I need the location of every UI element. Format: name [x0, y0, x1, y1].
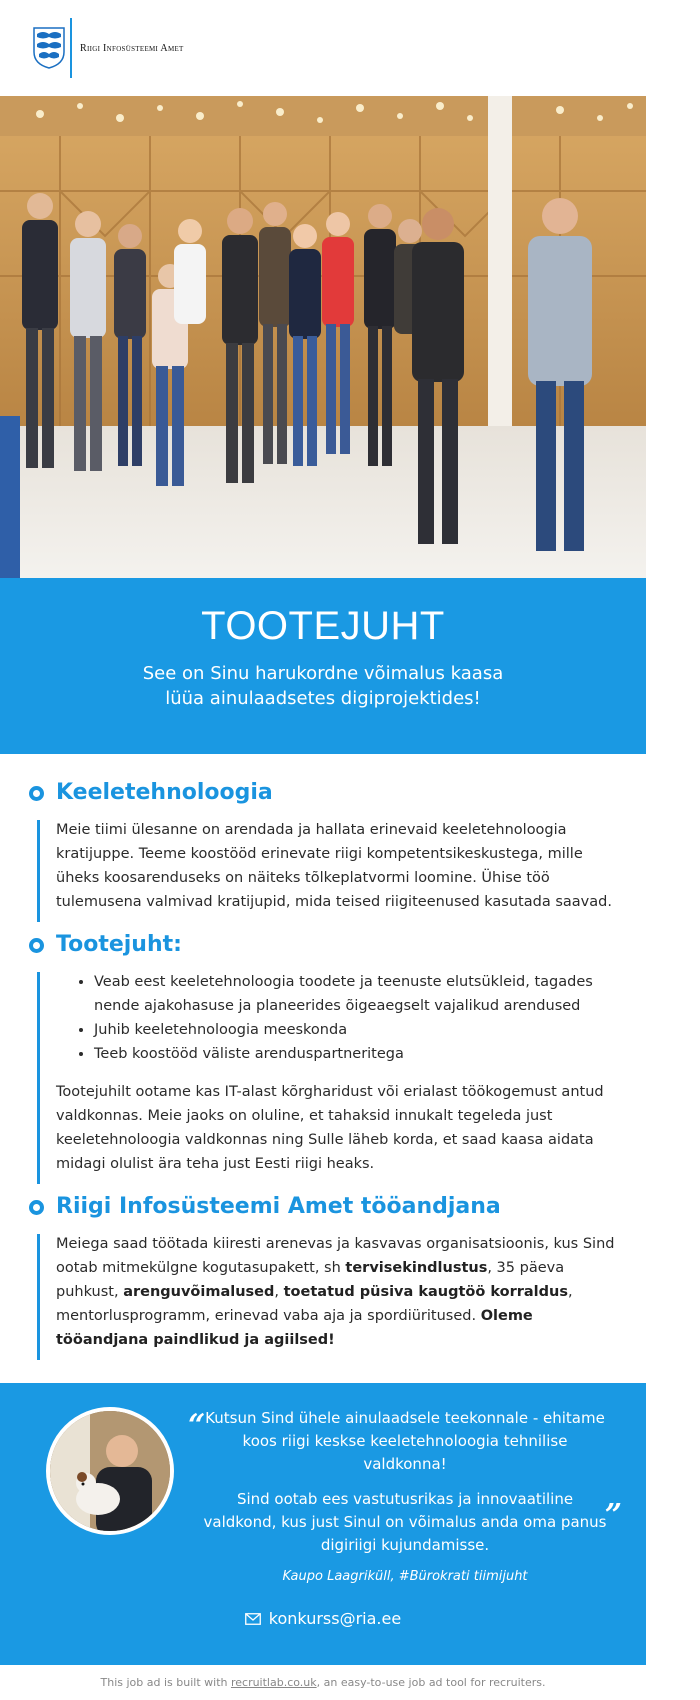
content — [0, 776, 646, 1360]
text-run: , — [274, 1284, 284, 1300]
quote-open-icon: “ — [188, 1408, 206, 1443]
section-paragraph — [56, 1232, 620, 1352]
coat-of-arms-icon — [32, 26, 66, 70]
quote-signature: Kaupo Laagriküll, #Bürokrati tiimijuht — [282, 1569, 528, 1584]
job-title: TOOTEJUHT — [201, 604, 445, 648]
recruitlab-link[interactable]: recruitlab.co.uk — [230, 1676, 317, 1689]
section-paragraph: Tootejuhilt ootame kas IT-alast kõrgharidust või erialast töökogemust antud valdkonnas. Meie jaoks on oluline, et tahaksid innukalt tegeleda just keeletehnoloogia valdkonnas ning Sulle läheb korda, et saad kaasa aidata midagi olulist ära teha just Eesti riigi heaks. — [56, 1084, 604, 1172]
section-header — [56, 776, 620, 808]
section-paragraph: Meie tiimi ülesanne on arendada ja hallata erinevaid keeletehnoloogia kratijuppe. Teeme koostööd erinevate riigi kompetentsikeskustega, mille üheks koosarenduseks on näiteks tõlkeplatvormi loomine. Ühise töö tulemusena valmivad kratijupid, mida teised riigiteenused kasutada saavad. — [56, 822, 612, 910]
section-bullet-icon — [29, 786, 44, 801]
team-photo-illustration — [0, 96, 646, 578]
footer — [0, 1665, 646, 1700]
section-body — [56, 1222, 620, 1360]
list-item: • Juhib keeletehnoloogia meeskonda — [94, 1018, 620, 1042]
quote-paragraph: Kutsun Sind ühele ainulaadsele teekonnale - ehitame koos riigi keskse keeletehnoloogia tehnilise valdkonna! — [205, 1409, 605, 1473]
quote-paragraph: Sind ootab ees vastutusrikas ja innovaatiline valdkond, kus just Sinul on võimalus anda oma panus digiriigi kujundamisse. — [203, 1490, 607, 1554]
quote-close-icon: ” — [604, 1498, 622, 1533]
section-body — [56, 960, 620, 1184]
quote-band — [0, 1383, 646, 1665]
hero-team-photo — [0, 96, 646, 578]
section-employer — [0, 1190, 646, 1360]
avatar-photo — [50, 1411, 170, 1531]
logo-divider — [70, 18, 72, 78]
email-link[interactable]: konkurss@ria.ee — [268, 1609, 402, 1628]
section-body — [56, 808, 620, 922]
bold-text: arenguvõimalused — [123, 1284, 275, 1300]
text-run: , mentorlusprogramm, erinevad vaba aja ja spordiüritused. — [56, 1284, 573, 1324]
section-header — [56, 928, 620, 960]
bold-text: toetatud püsiva kaugtöö korraldus — [283, 1284, 568, 1300]
mail-icon — [245, 1613, 261, 1625]
contact-email[interactable] — [0, 1609, 646, 1628]
avatar — [46, 1407, 174, 1535]
job-subtitle: See on Sinu harukordne võimalus kaasa lüüa ainulaadsetes digiprojektides! — [142, 663, 504, 709]
section-keeletehnoloogia — [0, 776, 646, 922]
section-bullet-icon — [29, 1200, 44, 1215]
header — [0, 0, 646, 96]
section-title: Tootejuht: — [56, 931, 182, 957]
text-run: , 35 päeva puhkust, — [56, 1260, 565, 1300]
list-item: • Teeb koostööd väliste arenduspartneritega — [94, 1042, 620, 1066]
title-banner — [0, 578, 646, 754]
footer-prefix: This job ad is built with — [100, 1676, 231, 1689]
bold-text: Oleme tööandjana paindlikud ja agiilsed! — [56, 1308, 533, 1348]
bold-text: tervisekindlustus — [345, 1260, 488, 1276]
list-item: • Veab eest keeletehnoloogia toodete ja teenuste elutsükleid, tagades nende ajakohasuse ja planeerides õigeaegselt vajalikud arendused — [94, 970, 620, 1018]
footer-suffix: , an easy-to-use job ad tool for recruiters. — [316, 1676, 546, 1689]
section-title: Riigi Infosüsteemi Amet tööandjana — [56, 1193, 501, 1219]
section-header — [56, 1190, 620, 1222]
text-run: Meiega saad töötada kiiresti arenevas ja kasvavas organisatsioonis, kus Sind ootab mitmekülgne kogutasupakett, sh — [56, 1236, 615, 1276]
responsibilities-list — [56, 970, 620, 1066]
section-tootejuht — [0, 928, 646, 1184]
ria-logo[interactable] — [32, 18, 184, 78]
section-bullet-icon — [29, 938, 44, 953]
quote-text — [188, 1407, 622, 1557]
logo-text: Riigi Infosüsteemi Amet — [80, 42, 184, 54]
section-title: Keeletehnoloogia — [56, 779, 273, 805]
